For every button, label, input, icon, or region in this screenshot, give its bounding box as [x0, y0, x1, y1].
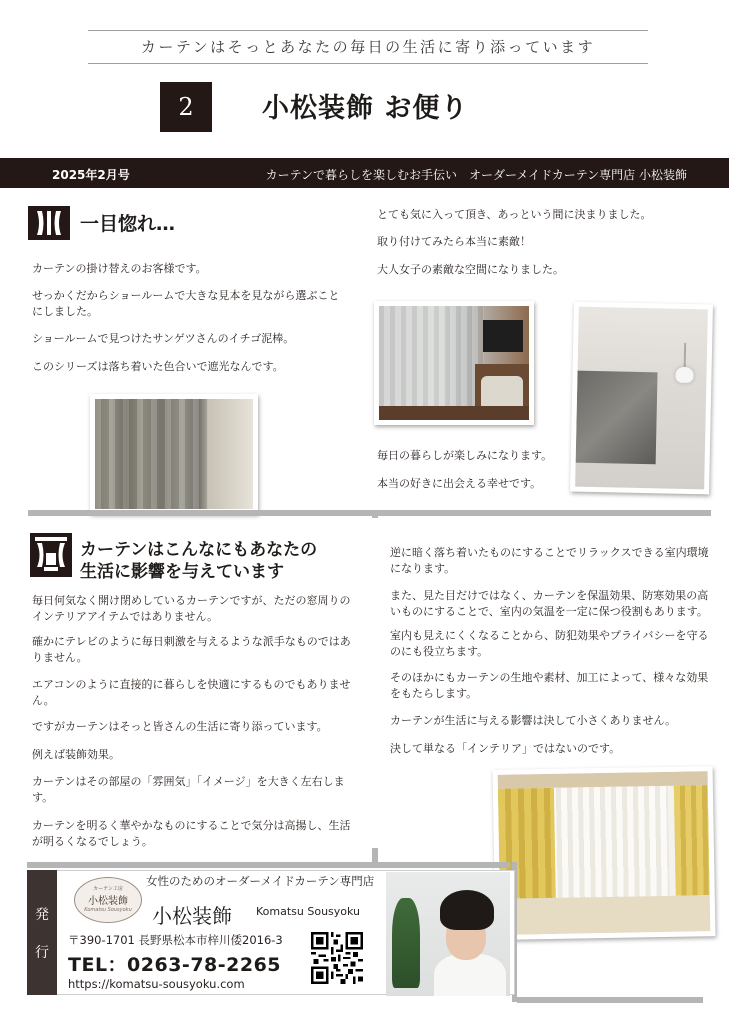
section-divider-vertical	[372, 510, 378, 518]
curtain-icon	[28, 206, 70, 240]
tagline-bottom-rule	[88, 63, 648, 64]
shop-logo	[74, 877, 142, 923]
s2-right-paragraph: そのほかにもカーテンの生地や素材、加工によって、様々な効果をもたらします。	[390, 671, 709, 700]
shop-name: 小松装飾	[152, 904, 232, 928]
s1-right-paragraph: 取り付けてみたら本当に素敵！	[377, 235, 531, 248]
s2-right-paragraph: カーテンが生活に与える影響は決して小さくありません。	[390, 714, 677, 727]
masthead-title: 小松装飾 お便り	[262, 93, 469, 124]
qr-code[interactable]	[311, 932, 363, 984]
s1-right-paragraph: とても気に入って頂き、あっという間に決まりました。	[377, 208, 652, 221]
s2-right-paragraph: 逆に暗く落ち着いたものにすることでリラックスできる室内環境になります。	[390, 546, 709, 575]
logo-small-text: カーテン工房	[93, 886, 123, 892]
s2-paragraph: カーテンを明るく華やかなものにすることで気分は高揚し、生活が明るくなるでしょう。	[32, 819, 351, 848]
publisher-label-char: 行	[35, 944, 49, 961]
publisher-label-char: 発	[35, 906, 49, 923]
section2-heading-line2: 生活に影響を与えています	[80, 562, 284, 582]
section2-heading-line1: カーテンはこんなにもあなたの	[80, 540, 318, 560]
publisher-label	[27, 870, 57, 995]
yellow-curtain-photo	[493, 766, 716, 940]
s2-paragraph: 例えば装飾効果。	[32, 748, 120, 761]
tagline-top-rule	[88, 30, 648, 31]
shop-url[interactable]: https://komatsu-sousyoku.com	[68, 977, 245, 991]
shop-tel[interactable]: TEL：0263-78-2265	[68, 954, 282, 976]
logo-name: 小松装飾	[88, 896, 128, 907]
s2-paragraph: 確かにテレビのように毎日刺激を与えるような派手なものではありません。	[32, 635, 351, 664]
s1-paragraph: このシリーズは落ち着いた色合いで遮光なんです。	[32, 360, 284, 373]
section1-heading: 一目惚れ…	[80, 213, 176, 235]
wall-panel-photo	[570, 302, 713, 495]
owner-portrait	[386, 872, 510, 996]
s1-right-paragraph: 毎日の暮らしが楽しみになります。	[377, 449, 553, 462]
footer-bottom-rule	[517, 997, 703, 1003]
s2-right-paragraph: 室内も見えにくくなることから、防犯効果やプライバシーを守るのにも役立ちます。	[390, 629, 709, 658]
s2-right-paragraph: また、見た目だけではなく、カーテンを保温効果、防寒効果の高いものにすることで、室内の気温を一定に保つ役割もあります。	[390, 589, 709, 618]
issue-date: 2025年2月号	[52, 168, 130, 182]
s1-paragraph: ショールームで見つけたサンゲツさんのイチゴ泥棒。	[32, 332, 295, 345]
shop-address: 〒390-1701 長野県松本市梓川倭2016-3	[68, 933, 283, 947]
s2-paragraph: エアコンのように直接的に暮らしを快適にするものでもありません。	[32, 678, 351, 707]
s1-right-paragraph: 大人女子の素敵な空間になりました。	[377, 263, 564, 276]
logo-script: Komatsu Sousyoku	[84, 907, 132, 913]
s2-right-paragraph: 決して単なる「インテリア」ではないのです。	[390, 742, 621, 755]
s2-paragraph: 毎日何気なく開け閉めしているカーテンですが、ただの窓周りのインテリアアイテムではありません。	[32, 594, 351, 623]
living-room-photo	[374, 301, 534, 425]
issue-number: 2	[160, 82, 212, 132]
section-divider	[28, 510, 711, 516]
s1-right-paragraph: 本当の好きに出会える幸せです。	[377, 477, 542, 490]
shop-description: 女性のためのオーダーメイドカーテン専門店	[146, 874, 375, 888]
header-band	[0, 158, 729, 188]
shop-name-en: Komatsu Sousyoku	[256, 905, 361, 918]
footer-top-rule	[27, 862, 510, 868]
s1-paragraph: せっかくだからショールームで大きな見本を見ながら選ぶことにしました。	[32, 289, 340, 318]
s2-paragraph: カーテンはその部屋の「雰囲気」「イメージ」を大きく左右します。	[32, 775, 345, 804]
s1-paragraph: カーテンの掛け替えのお客様です。	[32, 262, 207, 275]
band-slogan: カーテンで暮らしを楽しむお手伝い オーダーメイドカーテン専門店 小松装飾	[265, 168, 687, 182]
s2-paragraph: ですがカーテンはそっと皆さんの生活に寄り添っています。	[32, 720, 328, 733]
tagline: カーテンはそっとあなたの毎日の生活に寄り添っています	[140, 38, 596, 56]
curtain-photo-closeup	[90, 394, 258, 514]
window-icon	[30, 533, 72, 577]
